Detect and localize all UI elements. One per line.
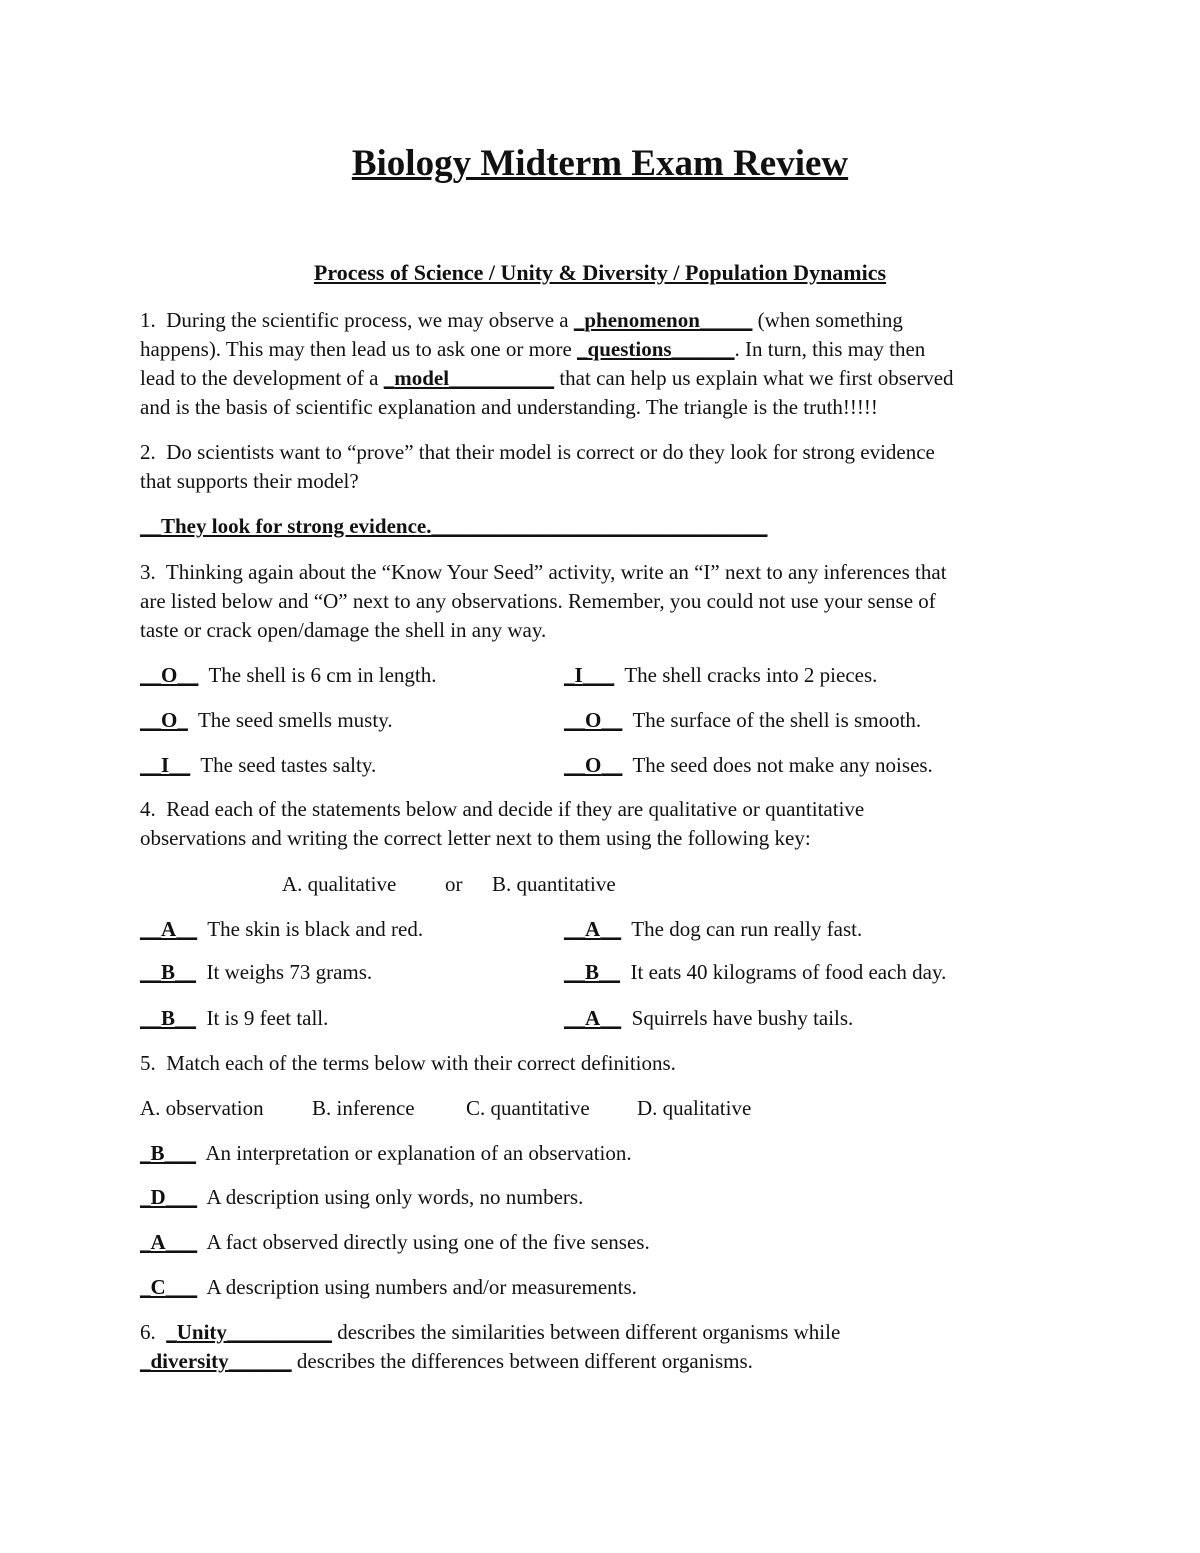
q4-row <box>140 958 1060 987</box>
question-1: 1. During the scientific process, we may observe a _phenomenon_____ (when something happens). This may then lead us to ask one or more _questions______. In turn, this may then lead to the development of a _model__________ that can help us explain what we first observed and is the basis of scientific explanation and understanding. The triangle is the truth!!!!! <box>140 308 954 419</box>
question-number: 6. <box>140 1320 156 1344</box>
list-item: _C___ A description using numbers and/or measurements. <box>140 1275 637 1299</box>
answer-blank: phenomenon <box>584 308 700 332</box>
question-2: 2. Do scientists want to “prove” that their model is correct or do they look for strong evidence that supports their model? <box>140 440 935 493</box>
answer-blank: Unity <box>176 1320 227 1344</box>
list-item: __O__ The seed does not make any noises. <box>564 753 933 777</box>
worksheet-page <box>140 0 1060 1553</box>
question-number: 3. <box>140 560 156 584</box>
q4-row <box>140 1004 1060 1033</box>
question-number: 2. <box>140 440 156 464</box>
list-item: __A__ Squirrels have bushy tails. <box>564 1006 854 1030</box>
list-item: _A___ A fact observed directly using one of the five senses. <box>140 1230 650 1254</box>
list-item: __A__ The skin is black and red. <box>140 917 424 941</box>
question-4: 4. Read each of the statements below and decide if they are qualitative or quantitative observations and writing the correct letter next to them using the following key: <box>140 797 865 850</box>
list-item: __B__ It weighs 73 grams. <box>140 960 373 984</box>
question-6: 6. _Unity__________ describes the similarities between different organisms while _diversity______ describes the differences between different organisms. <box>140 1320 841 1373</box>
answer-blank: They look for strong evidence. <box>161 514 432 538</box>
question-5: 5. Match each of the terms below with their correct definitions. <box>140 1051 676 1075</box>
q5-terms: A. observation B. inference C. quantitative D. qualitative <box>140 1096 752 1120</box>
q4-key: A. qualitative or B. quantitative <box>282 872 616 896</box>
list-item: __I__ The seed tastes salty. <box>140 753 377 777</box>
question-number: 5. <box>140 1051 156 1075</box>
list-item: _D___ A description using only words, no numbers. <box>140 1185 584 1209</box>
list-item: __B__ It eats 40 kilograms of food each day. <box>564 960 947 984</box>
section-title: Process of Science / Unity & Diversity / Population Dynamics <box>313 260 887 285</box>
answer-blank: diversity <box>150 1349 229 1373</box>
list-item: __B__ It is 9 feet tall. <box>140 1006 329 1030</box>
list-item: _I___ The shell cracks into 2 pieces. <box>564 663 878 687</box>
q4-row <box>140 915 1060 944</box>
q3-row <box>140 751 1060 780</box>
list-item: __O__ The shell is 6 cm in length. <box>140 663 437 687</box>
answer-blank: model <box>394 366 450 390</box>
q3-row <box>140 706 1060 735</box>
q3-row <box>140 661 1060 690</box>
list-item: __O__ The surface of the shell is smooth. <box>564 708 922 732</box>
answer-blank: questions <box>587 337 672 361</box>
list-item: __A__ The dog can run really fast. <box>564 917 863 941</box>
question-3: 3. Thinking again about the “Know Your Seed” activity, write an “I” next to any inferences that are listed below and “O” next to any observations. Remember, you could not use your sense of taste or crack open/damage the shell in any way. <box>140 560 947 642</box>
question-number: 1. <box>140 308 156 332</box>
question-number: 4. <box>140 797 156 821</box>
question-2-answer: __They look for strong evidence.________________________________ <box>140 514 768 538</box>
page-title: Biology Midterm Exam Review <box>351 143 849 184</box>
list-item: _B___ An interpretation or explanation of an observation. <box>140 1141 632 1165</box>
list-item: __O_ The seed smells musty. <box>140 708 393 732</box>
